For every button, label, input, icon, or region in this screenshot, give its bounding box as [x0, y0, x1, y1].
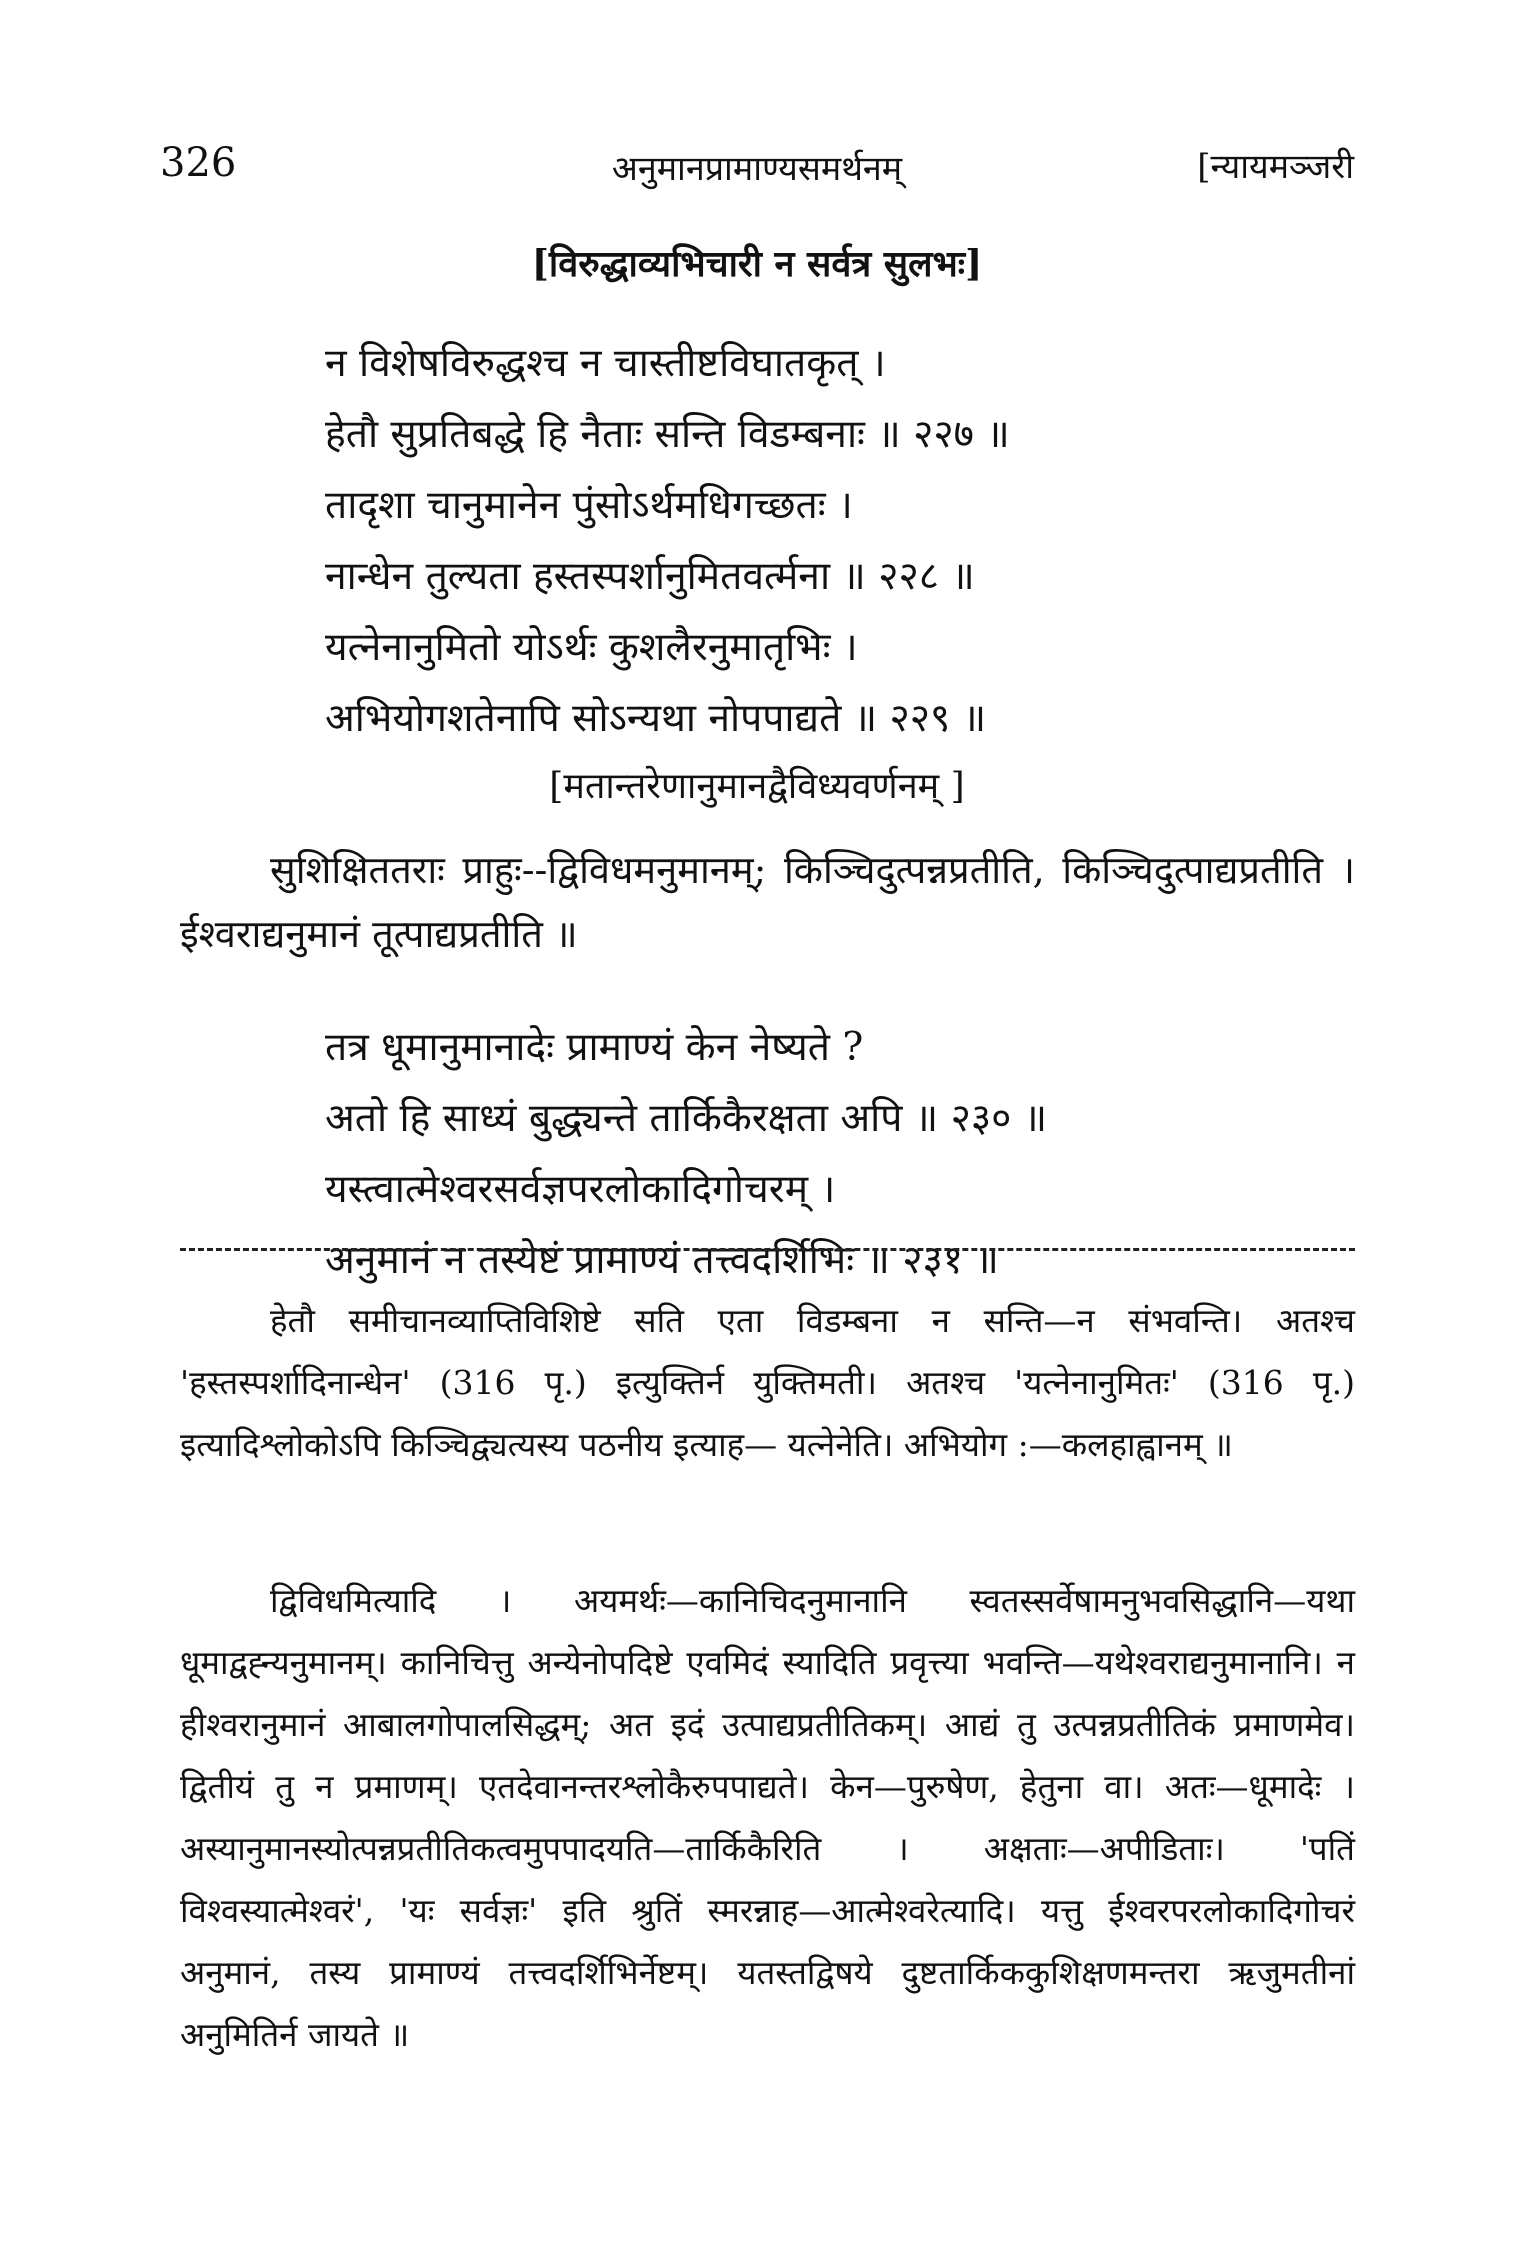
section-heading-1: [विरुद्धाव्यभिचारी न सर्वत्र सुलभः]	[531, 243, 983, 285]
verse-block-2	[325, 1012, 1365, 1296]
verse-line: हेतौ सुप्रतिबद्धे हि नैताः सन्ति विडम्बनाः ॥ २२७ ॥	[325, 412, 1010, 457]
page-number: 326	[160, 140, 237, 186]
running-title: अनुमानप्रामाण्यसमर्थनम्	[611, 149, 903, 189]
verse-line: अनुमानं न तस्येष्टं प्रामाण्यं तत्त्वदर्शिभिः ॥ २३१ ॥	[325, 1238, 999, 1283]
verse-line: अभियोगशतेनापि सोऽन्यथा नोपपाद्यते ॥ २२९ ॥	[325, 696, 987, 741]
commentary-paragraph-2: द्विविधमित्यादि । अयमर्थः—कानिचिदनुमानानि स्वतस्सर्वेषामनुभवसिद्धानि—यथा धूमाद्वह्न्यनुमानम्। कानिचित्तु अन्येनोपदिष्टे एवमिदं स्यादिति प्रवृत्त्या भवन्ति—यथेश्वराद्यनुमानानि। न हीश्वरानुमानं आबालगोपालसिद्धम्; अत इदं उत्पाद्यप्रतीतिकम्। आद्यं तु उत्पन्नप्रतीतिकं प्रमाणमेव। द्वितीयं तु न प्रमाणम्। एतदेवानन्तरश्लोकैरुपपाद्यते। केन—पुरुषेण, हेतुना वा। अतः—धूमादेः । अस्यानुमानस्योत्पन्नप्रतीतिकत्वमुपपादयति—तार्किकैरिति । अक्षताः—अपीडिताः। 'पतिं विश्वस्यात्मेश्वरं', 'यः सर्वज्ञः' इति श्रुतिं स्मरन्नाह—आत्मेश्वरेत्यादि। यत्तु ईश्वरपरलोकादिगोचरं अनुमानं, तस्य प्रामाण्यं तत्त्वदर्शिभिर्नेष्टम्। यतस्तद्विषये दुष्टतार्किककुशिक्षणमन्तरा ऋजुमतीनां अनुमितिर्न जायते ॥	[180, 1581, 1355, 2054]
verse-line: यत्नेनानुमितो योऽर्थः कुशलैरनुमातृभिः ।	[325, 625, 858, 670]
verse-line: तादृशा चानुमानेन पुंसोऽर्थमधिगच्छतः ।	[325, 483, 853, 528]
verse-line: अतो हि साध्यं बुद्ध्यन्ते तार्किकैरक्षता अपि ॥ २३० ॥	[325, 1096, 1048, 1141]
verse-line: तत्र धूमानुमानादेः प्रामाण्यं केन नेष्यते ?	[325, 1025, 864, 1070]
verse-line: यस्त्वात्मेश्वरसर्वज्ञपरलोकादिगोचरम् ।	[325, 1167, 836, 1212]
verse-line: न विशेषविरुद्धश्च न चास्तीष्टविघातकृत् ।	[325, 341, 886, 386]
book-title: [न्यायमञ्जरी	[1197, 147, 1354, 187]
commentary-paragraph-1: हेतौ समीचानव्याप्तिविशिष्टे सति एता विडम्बना न सन्ति—न संभवन्ति। अतश्च 'हस्तस्पर्शादिनान्धेन' (316 पृ.) इत्युक्तिर्न युक्तिमती। अतश्च 'यत्नेनानुमितः' (316 पृ.) इत्यादिश्लोकोऽपि किञ्चिद्व्यत्यस्य पठनीय इत्याह— यत्नेनेति। अभियोग :—कलहाह्वानम् ॥	[180, 1301, 1355, 1464]
prose-paragraph: सुशिक्षिततराः प्राहुः--द्विविधमनुमानम्; किञ्चिदुत्पन्नप्रतीति, किञ्चिदुत्पाद्यप्रतीति । ईश्वराद्यनुमानं तूत्पाद्यप्रतीति ॥	[180, 848, 1355, 956]
verse-block-1	[325, 328, 1365, 754]
page-header	[160, 140, 1354, 200]
footnote-divider	[180, 1248, 1355, 1251]
verse-line: नान्धेन तुल्यता हस्तस्पर्शानुमितवर्त्मना ॥ २२८ ॥	[325, 554, 975, 599]
section-heading-2: [मतान्तरेणानुमानद्वैविध्यवर्णनम् ]	[549, 766, 965, 807]
